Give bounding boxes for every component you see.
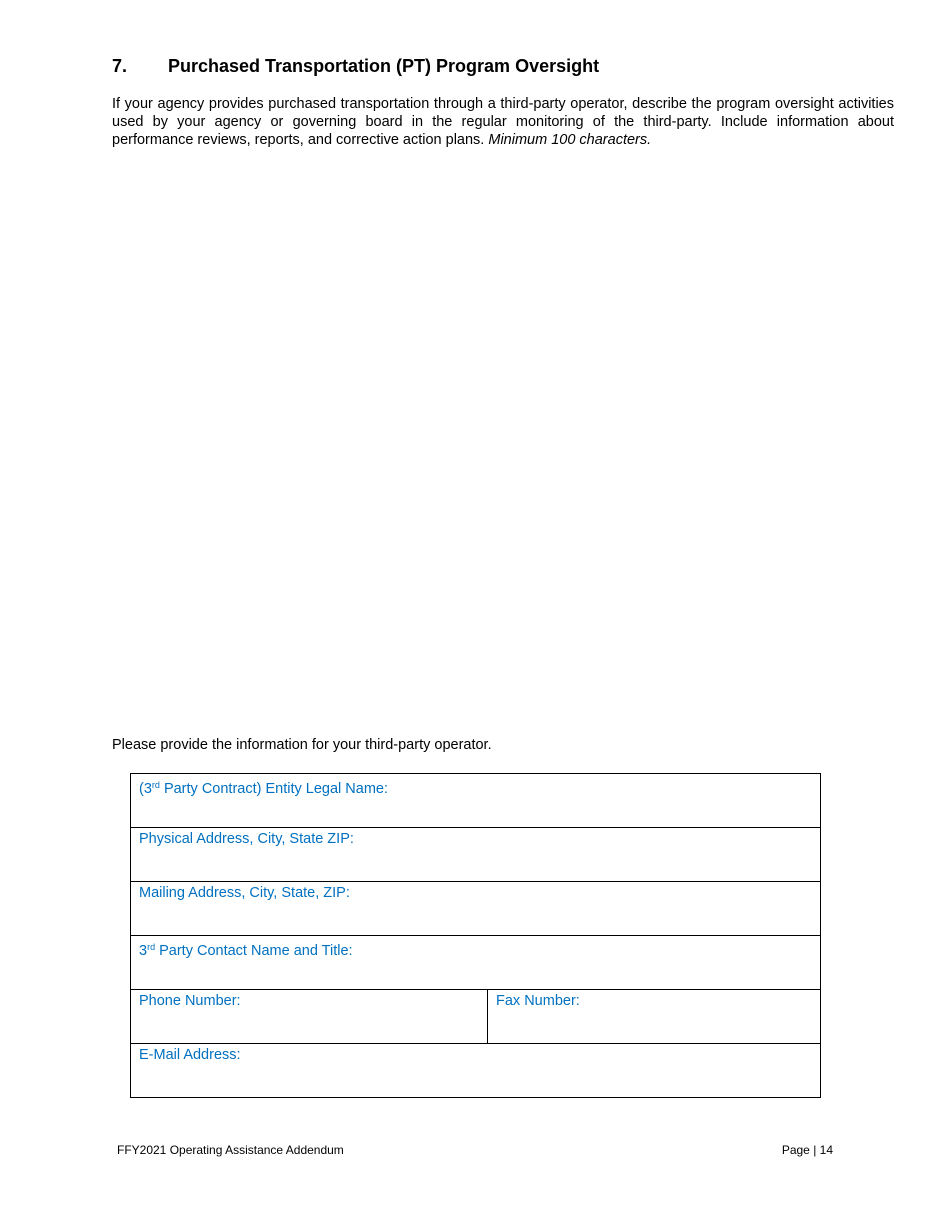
contact-name-title-value[interactable] <box>131 960 820 982</box>
oversight-response-area[interactable] <box>112 160 894 720</box>
mailing-address-field[interactable] <box>131 882 821 936</box>
entity-legal-name-value[interactable] <box>131 798 820 820</box>
operator-info-table <box>130 773 821 1098</box>
table-row <box>131 990 821 1044</box>
contact-name-title-label: 3rd Party Contact Name and Title: <box>139 942 353 959</box>
mailing-address-label: Mailing Address, City, State, ZIP: <box>139 885 350 901</box>
email-address-value[interactable] <box>131 1064 820 1086</box>
section-title: Purchased Transportation (PT) Program Oversight <box>168 56 600 76</box>
physical-address-value[interactable] <box>131 848 820 870</box>
email-address-label: E-Mail Address: <box>139 1047 241 1063</box>
physical-address-field[interactable] <box>131 828 821 882</box>
phone-number-value[interactable] <box>131 1010 487 1032</box>
entity-legal-name-label: (3rd Party Contract) Entity Legal Name: <box>139 780 388 797</box>
entity-legal-name-field[interactable] <box>131 774 821 828</box>
email-address-field[interactable] <box>131 1044 821 1098</box>
mailing-address-value[interactable] <box>131 902 820 924</box>
physical-address-label: Physical Address, City, State ZIP: <box>139 831 354 847</box>
instructions-text: If your agency provides purchased transportation through a third-party operator, describe the program oversight activities used by your agency or governing board in the regular monitoring of the third-party. Include information about performance reviews, reports, and corrective action plans. <box>112 96 894 148</box>
phone-number-label: Phone Number: <box>139 993 241 1009</box>
fax-number-value[interactable] <box>488 1010 820 1032</box>
table-row <box>131 774 821 828</box>
contact-name-title-field[interactable] <box>131 936 821 990</box>
phone-number-field[interactable] <box>131 990 488 1044</box>
fax-number-label: Fax Number: <box>496 993 580 1009</box>
footer-document-name: FFY2021 Operating Assistance Addendum <box>117 1143 344 1157</box>
fax-number-field[interactable] <box>488 990 821 1044</box>
minimum-characters-note: Minimum 100 characters. <box>488 132 652 148</box>
section-instructions <box>112 95 894 149</box>
footer-page-number: Page | 14 <box>781 1143 833 1157</box>
section-number: 7. <box>112 56 128 76</box>
table-row <box>131 1044 821 1098</box>
table-row <box>131 882 821 936</box>
table-row <box>131 936 821 990</box>
section-heading <box>112 56 599 77</box>
table-row <box>131 828 821 882</box>
operator-info-prompt: Please provide the information for your third-party operator. <box>112 737 492 753</box>
